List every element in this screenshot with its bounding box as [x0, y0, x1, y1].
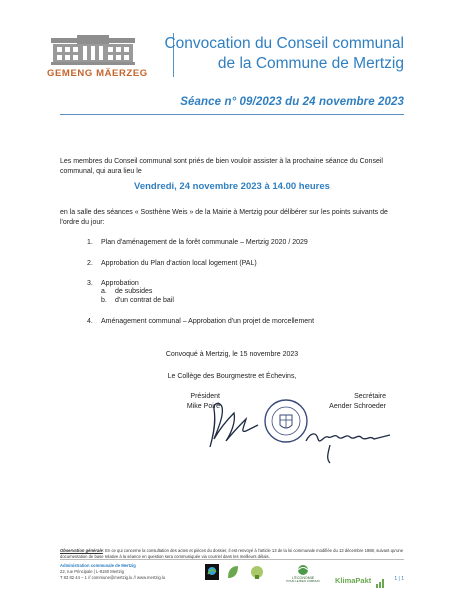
agenda-sub-letter-b: b. [101, 297, 107, 304]
agenda-text: Approbation du Plan d'action local logement (PAL) [101, 260, 257, 267]
klimapakt-logo [335, 570, 386, 592]
agenda-number: 3. [87, 280, 93, 287]
partner-logo-1 [226, 564, 240, 586]
college-line: Le Collège des Bourgmestre et Échevins, [167, 373, 297, 380]
logo-text: GEMENG MÄERZEG [47, 68, 148, 79]
fairtrade-logo [205, 564, 219, 586]
title-line-2: de la Commune de Mertzig [217, 55, 404, 72]
economie-text-2: POUR LE BIEN COMMUN [286, 579, 320, 583]
nature-icon [249, 564, 265, 580]
klimapakt-text: KlimaPakt [335, 576, 372, 585]
partner-logo-2 [249, 564, 265, 586]
seance-rule [60, 114, 404, 115]
page-number: 1 | 1 [394, 576, 404, 582]
bar-chart-icon [376, 578, 386, 588]
secretary-role: Secrétaire [354, 393, 386, 400]
footer-street: 22, rue Principale | L-9180 Mertzig [60, 569, 124, 574]
footer-address [60, 563, 165, 581]
intro-paragraph: Les membres du Conseil communal sont priés de bien vouloir assister à la prochaine séance du Conseil communal, qui aura lieu le [60, 158, 383, 175]
economie-text-1: L'ÉCONOMIE [291, 576, 315, 580]
president-signature [200, 395, 270, 455]
footer-contact: T 83 82 44 – 1 // commune@mertzig.lu // www.mertzig.lu [60, 575, 166, 580]
agenda-text: Aménagement communal – Approbation d'un projet de morcellement [101, 318, 315, 325]
footer-organisation: Administration communale de Mertzig [60, 563, 136, 568]
general-observation [60, 548, 410, 559]
secretary-name: Aender Schroeder [329, 403, 386, 410]
leaf-icon [226, 564, 240, 580]
economie-bien-commun-logo [278, 564, 328, 586]
globe-icon [295, 564, 311, 576]
town-hall-icon [47, 34, 139, 66]
convocation-place-date: Convoqué à Mertzig, le 15 novembre 2023 [165, 351, 299, 358]
title-line-1: Convocation du Conseil communal [164, 35, 404, 52]
document-title [164, 34, 404, 74]
agenda-number: 2. [87, 260, 93, 267]
secretary-signature [300, 405, 400, 465]
meeting-date: Vendredi, 24 novembre 2023 à 14.00 heures [134, 181, 330, 192]
fairtrade-icon [205, 564, 219, 580]
agenda-number: 1. [87, 239, 93, 246]
seance-heading: Séance n° 09/2023 du 24 novembre 2023 [180, 96, 404, 108]
president-role: Président [190, 393, 220, 400]
agenda-sub-text-b: d'un contrat de bail [115, 297, 174, 304]
agenda-number: 4. [87, 318, 93, 325]
president-name: Mike Poiré [186, 403, 220, 410]
agenda-text: Plan d'aménagement de la forêt communale – Mertzig 2020 / 2029 [101, 239, 308, 246]
agenda-sub-letter-a: a. [101, 288, 107, 295]
footer-rule [60, 559, 404, 560]
location-paragraph: en la salle des séances « Sosthène Weis » de la Mairie à Mertzig pour délibérer sur les points suivants de l'ordre du jour: [60, 209, 388, 226]
observation-text: : En ce qui concerne la consultation des actes et pièces du dossier, il est renvoyé à l'article 13 de la loi communale modifiée du 13 décembre 1988, suivant qu'une documentation de base relative à la séance en question sera communiquée via courriel dans les meilleurs délais. [60, 548, 404, 559]
agenda-text: Approbation [101, 280, 139, 287]
agenda-sub-text-a: de subsides [115, 288, 153, 295]
observation-label: Observation générale [60, 548, 103, 553]
